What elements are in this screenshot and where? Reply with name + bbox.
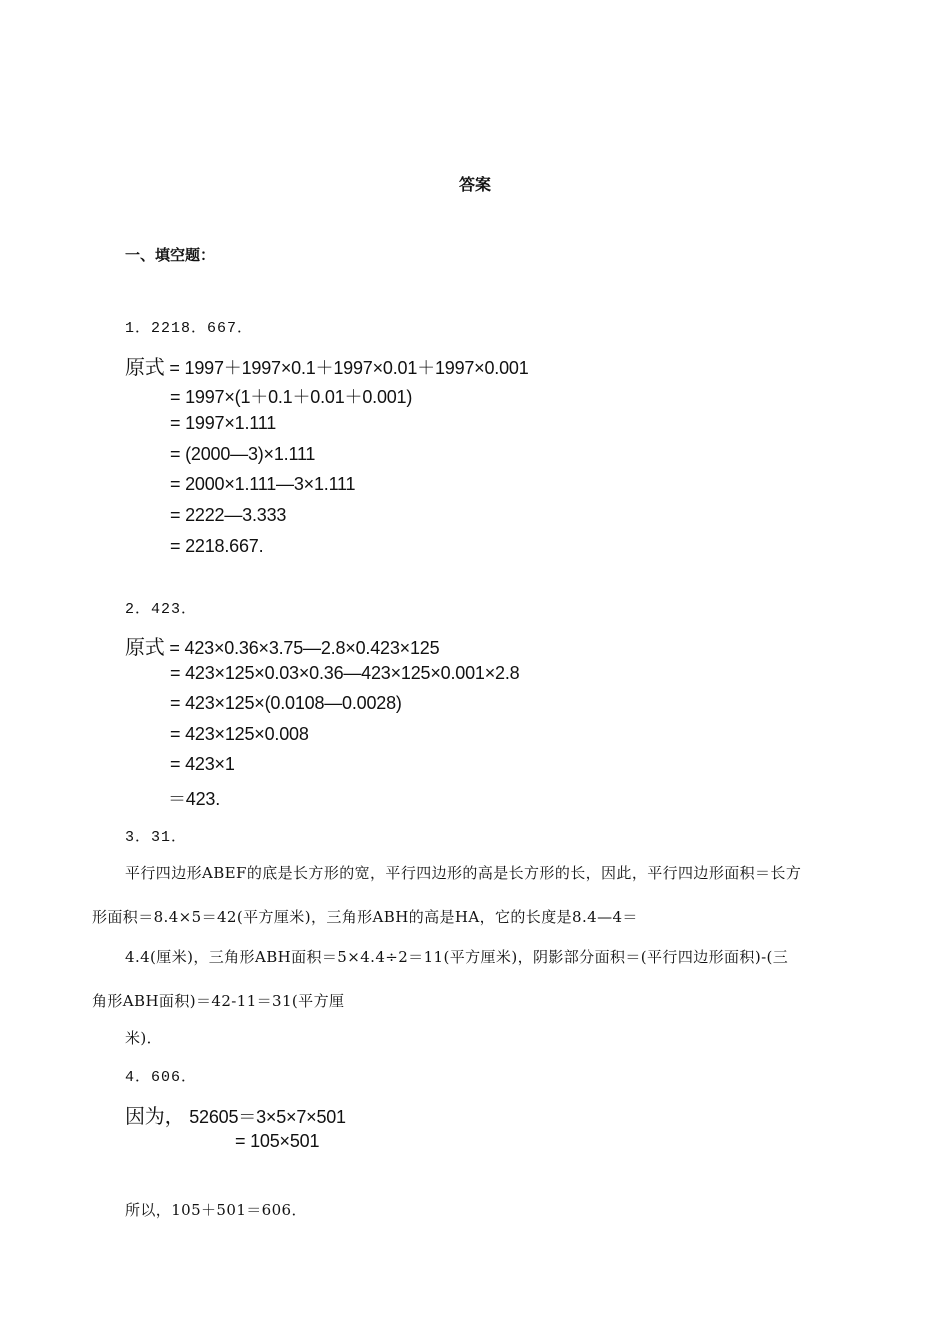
equation-line: = 2000×1.111—3×1.111 [170, 474, 356, 494]
equation-text: = 1997＋1997×0.1＋1997×0.01＋1997×0.001 [169, 358, 529, 378]
equation-lead: 原式 [125, 355, 165, 379]
equation-text: = 423×0.36×3.75—2.8×0.423×125 [169, 638, 440, 658]
equation-line [125, 631, 439, 660]
answer-3: 3．31． [125, 829, 188, 846]
paragraph-line: 米)． [125, 1029, 163, 1047]
equation-line [125, 1100, 346, 1129]
conclusion-line: 所以，105＋501＝606． [125, 1201, 307, 1219]
equation-line: = (2000—3)×1.111 [170, 444, 316, 464]
paragraph-line: 4.4(厘米)，三角形ABH面积＝5×4.4÷2＝11(平方厘米)，阴影部分面积＝(平行四边形面积)-(三 [125, 948, 789, 966]
equation-line: = 423×125×(0.0108—0.0028) [170, 693, 402, 713]
answer-1: 1．2218．667． [125, 320, 254, 337]
equation-line: ＝423. [168, 789, 221, 809]
equation-line: = 2222—3.333 [170, 505, 287, 525]
equation-line: = 2218.667. [170, 536, 264, 556]
equation-line: = 423×1 [170, 754, 235, 774]
equation-line: = 1997×(1＋0.1＋0.01＋0.001) [170, 387, 413, 407]
page-title: 答案 [458, 175, 491, 194]
equation-line: = 423×125×0.03×0.36—423×125×0.001×2.8 [170, 663, 520, 683]
answer-4: 4．606． [125, 1069, 198, 1086]
equation-line [125, 351, 529, 380]
paragraph-line: 平行四边形ABEF的底是长方形的宽，平行四边形的高是长方形的长，因此，平行四边形面积＝长方 [125, 864, 802, 882]
answer-2: 2．423． [125, 601, 198, 618]
equation-line: = 1997×1.111 [170, 413, 277, 433]
equation-text: 52605＝3×5×7×501 [189, 1107, 346, 1127]
equation-lead: 原式 [125, 635, 165, 659]
equation-line: = 423×125×0.008 [170, 724, 309, 744]
section-heading: 一、填空题： [125, 246, 216, 264]
equation-lead: 因为， [125, 1104, 185, 1128]
paragraph-line: 角形ABH面积)＝42-11＝31(平方厘 [92, 992, 345, 1010]
paragraph-line: 形面积＝8.4×5＝42(平方厘米)，三角形ABH的高是HA，它的长度是8.4—4＝ [92, 908, 638, 926]
equation-line: = 105×501 [235, 1131, 320, 1151]
